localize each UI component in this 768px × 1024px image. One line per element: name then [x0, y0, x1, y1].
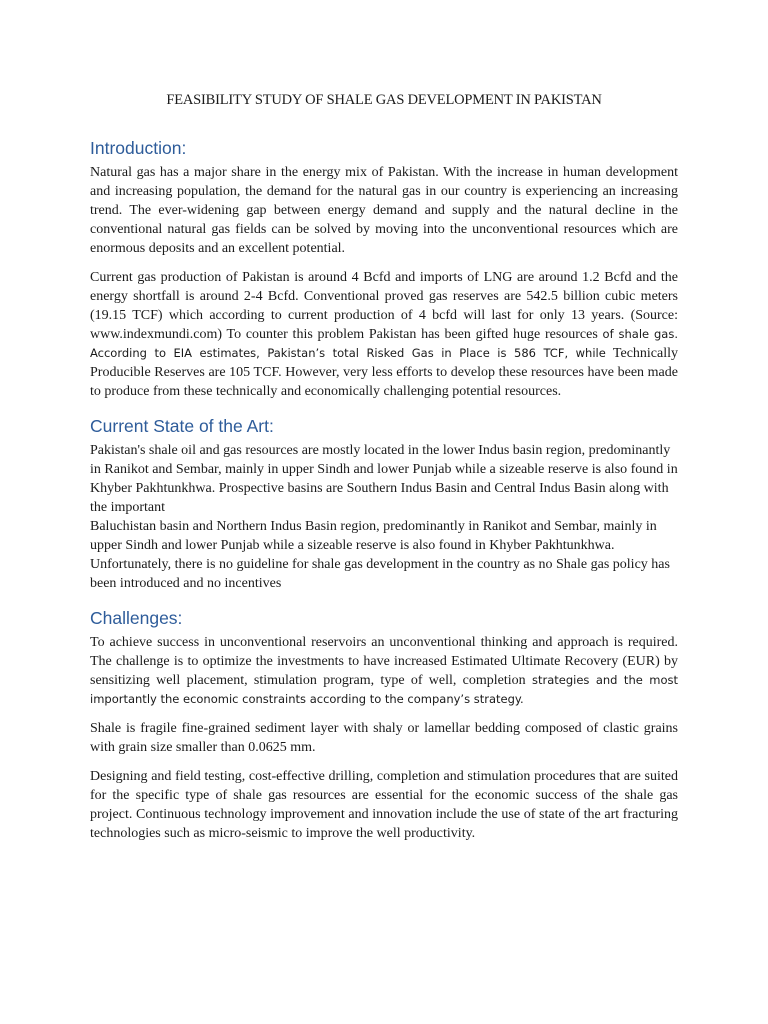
challenges-paragraph-2: Shale is fragile fine-grained sediment layer with shaly or lamellar bedding composed of clastic grains with grain size smaller than 0.0625 mm.: [90, 721, 678, 755]
introduction-section: [90, 137, 678, 401]
document-title: FEASIBILITY STUDY OF SHALE GAS DEVELOPMENT IN PAKISTAN: [166, 92, 602, 108]
introduction-paragraph-1: Natural gas has a major share in the energy mix of Pakistan. With the increase in human development and increasing population, the demand for the natural gas in our country is experiencing an increasing trend. The ever-widening gap between energy demand and supply and the natural decline in the conventional natural gas fields can be solved by moving into the unconventional resources which are enormous deposits and an excellent potential.: [90, 165, 678, 256]
current-state-section: [90, 415, 678, 593]
current-state-paragraph-part-a: Pakistan's shale oil and gas resources are mostly located in the lower Indus basin region, predominantly in Ranikot and Sembar, mainly in upper Sindh and lower Punjab while a sizeable reserve is also found in Khyber Pakhtunkhwa. Prospective basins are Southern Indus Basin and Central Indus Basin along with the important: [90, 443, 678, 515]
introduction-heading: Introduction:: [90, 138, 187, 158]
document-page: [90, 92, 678, 857]
current-state-heading: Current State of the Art:: [90, 416, 274, 436]
challenges-paragraph-1-part-a: To achieve success in unconventional reservoirs an unconventional thinking and approach is required. The challenge is to optimize the investments to have increased Estimated Ultimate Recovery (EUR) by sensitizing well placement, stimulation program, type of well, completion: [90, 635, 678, 688]
introduction-paragraph-2-part-b: of shale gas. According to EIA estimates, Pakistan’s total Risked Gas in Place is 586 TCF, while: [90, 327, 678, 360]
challenges-section: [90, 607, 678, 843]
challenges-paragraph-3: Designing and field testing, cost-effective drilling, completion and stimulation procedures that are suited for the specific type of shale gas resources are essential for the economic success of the shale gas project. Continuous technology improvement and innovation include the use of state of the art fracturing technologies such as micro-seismic to improve the well productivity.: [90, 769, 678, 841]
current-state-paragraph: [90, 441, 678, 593]
introduction-paragraph-2-part-c: Technically Producible Reserves are 105 TCF. However, very less efforts to develop these resources have been made to produce from these technically and economically challenging potential resources.: [90, 346, 678, 399]
introduction-paragraph-2: [90, 268, 678, 401]
challenges-paragraph-1: [90, 633, 678, 709]
challenges-paragraph-1-part-b: strategies and the most importantly the economic constraints according to the company’s strategy.: [90, 673, 678, 706]
challenges-heading: Challenges:: [90, 608, 183, 628]
introduction-paragraph-2-part-a: Current gas production of Pakistan is around 4 Bcfd and imports of LNG are around 1.2 Bcfd and the energy shortfall is around 2-4 Bcfd. Conventional proved gas reserves are 542.5 billion cubic meters (19.15 TCF) which according to current production of 4 bcfd will last for only 13 years. (Source: www.indexmundi.com) To counter this problem Pakistan has been gifted huge resources: [90, 270, 678, 342]
current-state-paragraph-part-b: Baluchistan basin and Northern Indus Basin region, predominantly in Ranikot and Sembar, mainly in upper Sindh and lower Punjab while a sizeable reserve is also found in Khyber Pakhtunkhwa. Unfortunately, there is no guideline for shale gas development in the country as no Shale gas policy has been introduced and no incentives: [90, 519, 670, 591]
